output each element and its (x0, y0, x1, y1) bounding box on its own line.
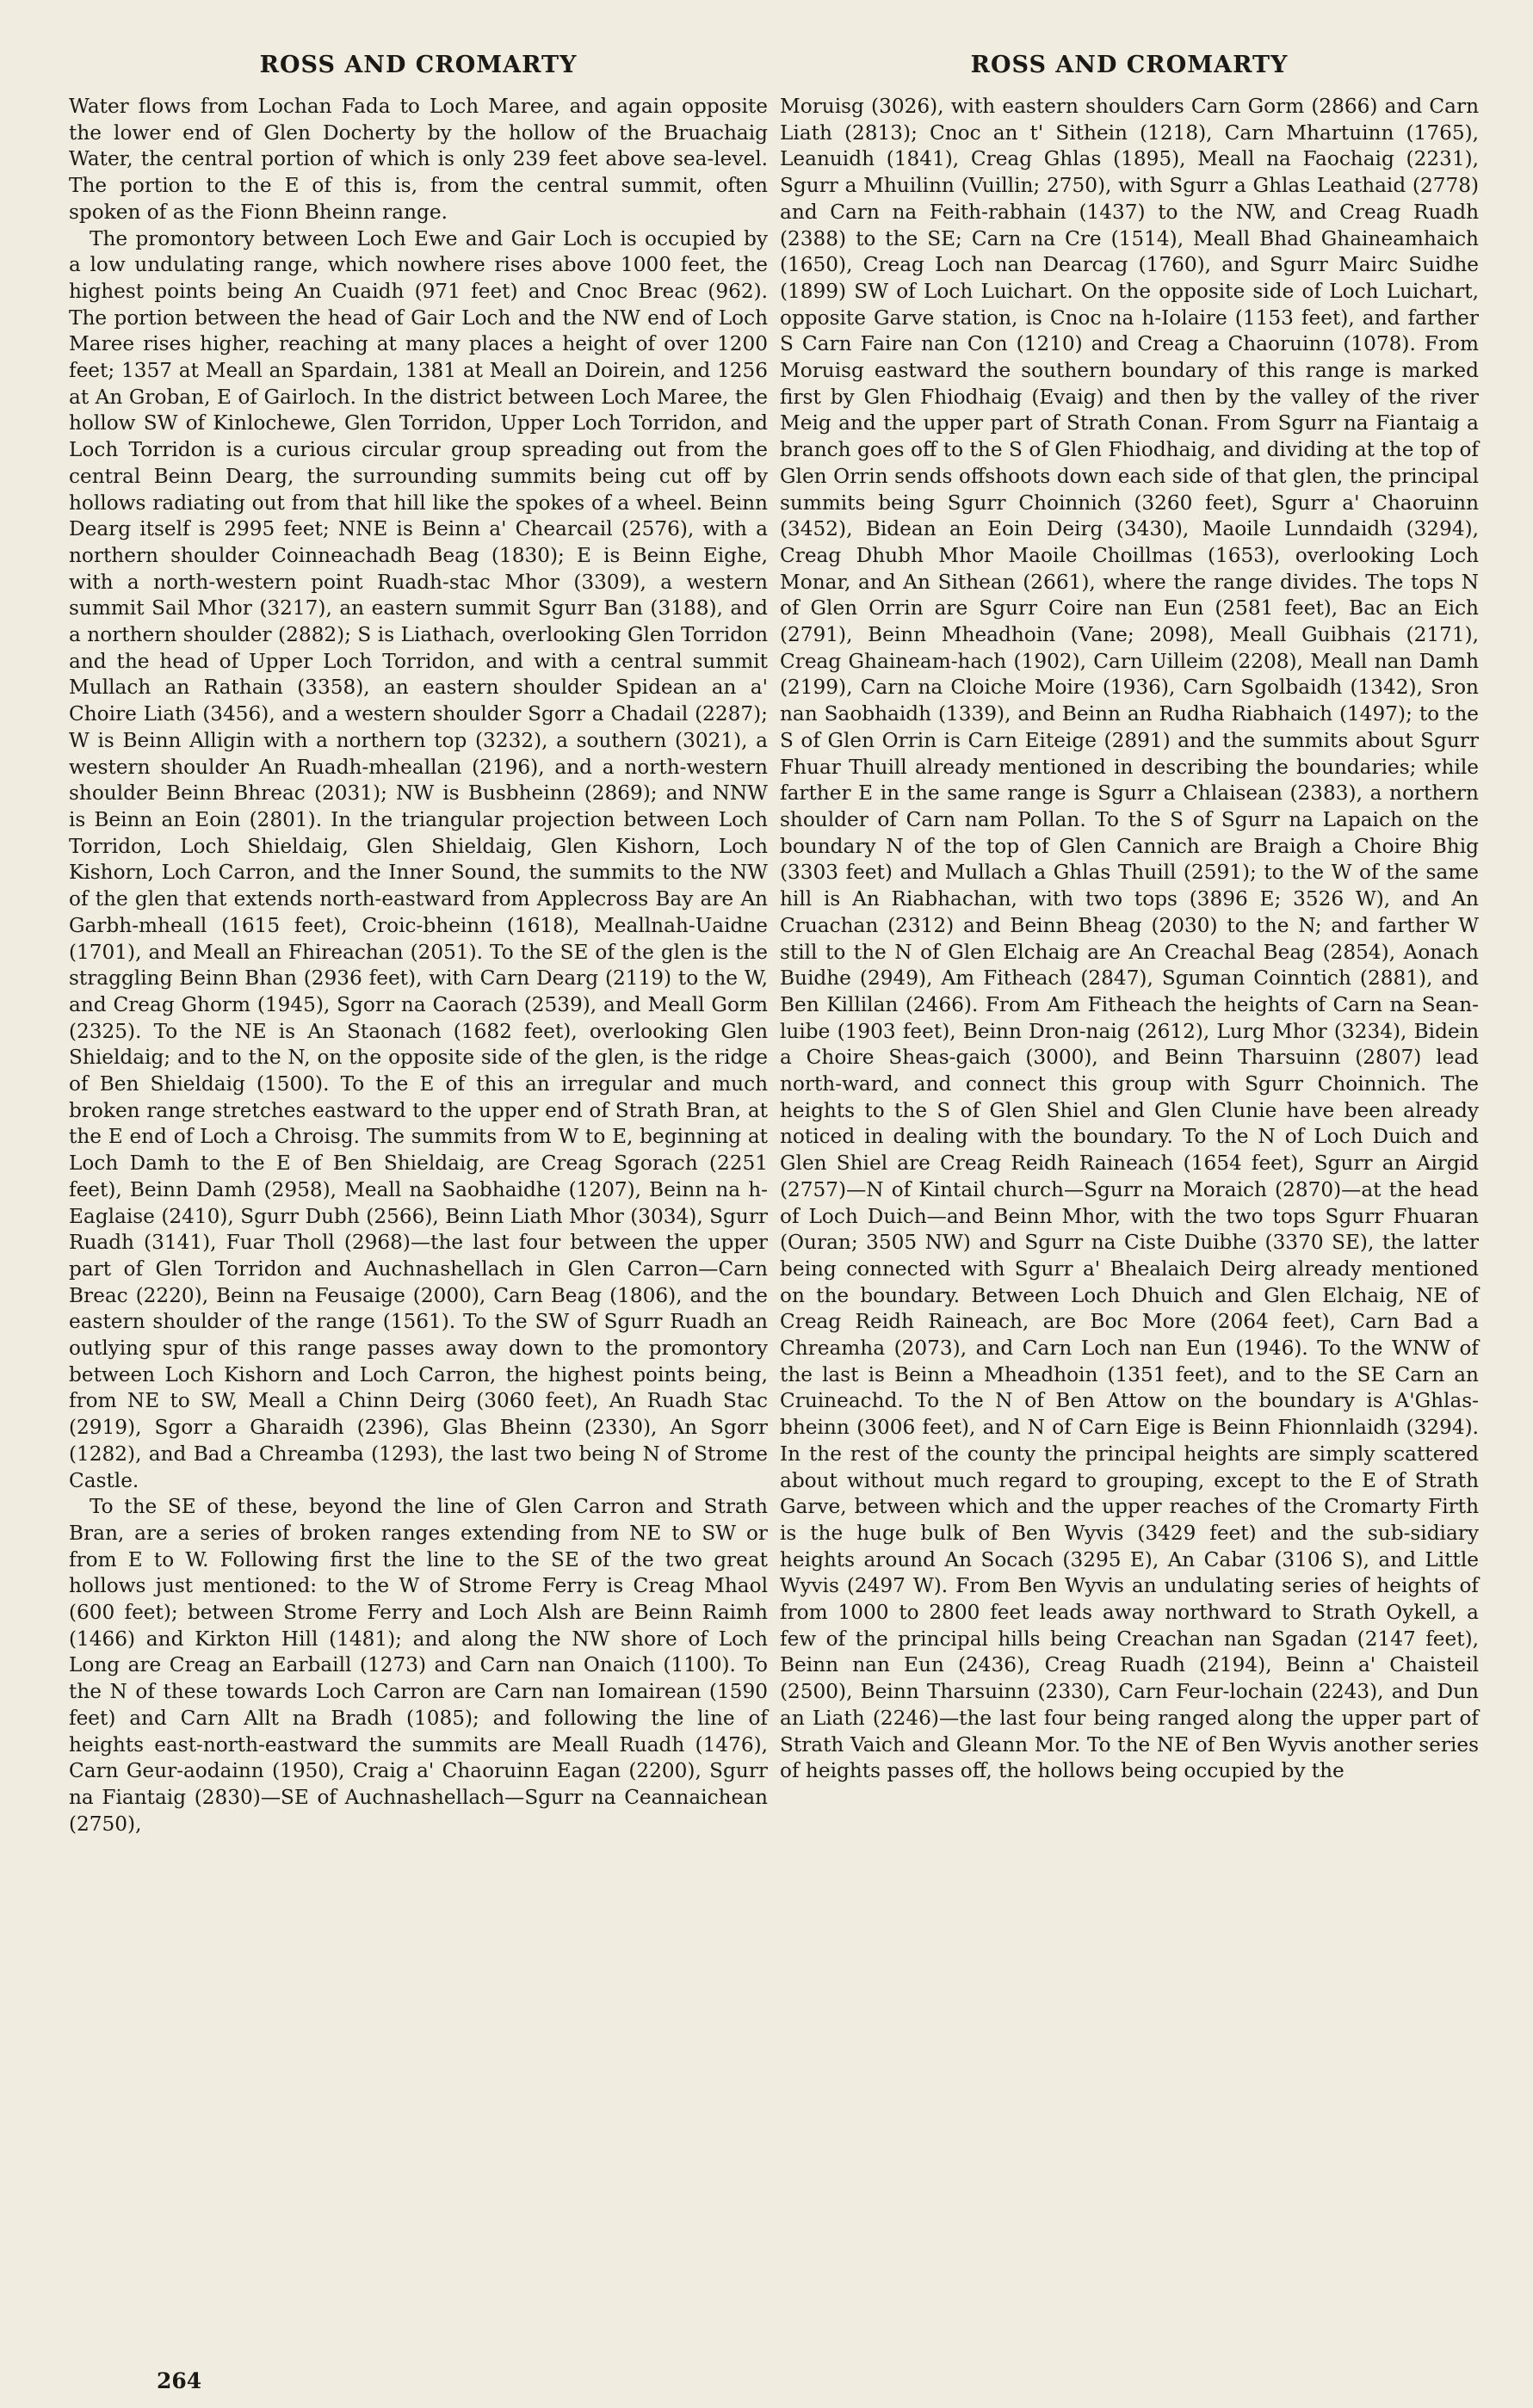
paragraph: Water flows from Lochan Fada to Loch Maree, and again opposite the lower end of Glen Docherty by the hollow of the Bruachaig Water, the central portion of which is only 239 feet above sea-level. The portion to the E of this is, from the central summit, often spoken of as the Fionn Bheinn range. (69, 95, 768, 224)
running-header-right: ROSS AND CROMARTY (970, 52, 1289, 78)
page-number: 264 (157, 2368, 202, 2393)
paragraph: Moruisg (3026), with eastern shoulders Carn Gorm (2866) and Carn Liath (2813); Cnoc an t' Sithein (1218), Carn Mhartuinn (1765), Leanuidh (1841), Creag Ghlas (1895), Meall na Faochaig (2231), Sgurr a Mhuilinn (Vuillin; 2750), with Sgurr a Ghlas Leathaid (2778) and Carn na Feith-rabhain (1437) to the NW, and Creag Ruadh (2388) to the SE; Carn na Cre (1514), Meall Bhad Ghaineamhaich (1650), Creag Loch nan Dearcag (1760), and Sgurr Mairc Suidhe (1899) SW of Loch Luichart. On the opposite side of Loch Luichart, opposite Garve station, is Cnoc na h-Iolaire (1153 feet), and farther S Carn Faire nan Con (1210) and Creag a Chaoruinn (1078). From Moruisg eastward the southern boundary of this range is marked first by Glen Fhiodhaig (Evaig) and then by the valley of the river Meig and the upper part of Strath Conan. From Sgurr na Fiantaig a branch goes off to the S of Glen Fhiodhaig, and dividing at the top of Glen Orrin sends offshoots down each side of that glen, the principal summits being Sgurr Choinnich (3260 feet), Sgurr a' Chaoruinn (3452), Bidean an Eoin Deirg (3430), Maoile Lunndaidh (3294), Creag Dhubh Mhor Maoile Choillmas (1653), overlooking Loch Monar, and An Sithean (2661), where the range divides. The tops N of Glen Orrin are Sgurr Coire nan Eun (2581 feet), Bac an Eich (2791), Beinn Mheadhoin (Vane; 2098), Meall Guibhais (2171), Creag Ghaineam-hach (1902), Carn Uilleim (2208), Meall nan Damh (2199), Carn na Cloiche Moire (1936), Carn Sgolbaidh (1342), Sron nan Saobhaidh (1339), and Beinn an Rudha Riabhaich (1497); to the S of Glen Orrin is Carn Eiteige (2891) and the summits about Sgurr Fhuar Thuill already mentioned in describing the boundaries; while farther E in the same range is Sgurr a Chlaisean (2383), a northern shoulder of Carn nam Pollan. To the S of Sgurr na Lapaich on the boundary N of the top of Glen Cannich are Braigh a Choire Bhig (3303 feet) and Mullach a Ghlas Thuill (2591); to the W of the same hill is An Riabhachan, with two tops (3896 E; 3526 W), and An Cruachan (2312) and Beinn Bheag (2030) to the N; and farther W still to the N of Glen Elchaig are An Creachal Beag (2854), Aonach Buidhe (2949), Am Fitheach (2847), Sguman Coinntich (2881), and Ben Killilan (2466). From Am Fitheach the heights of Carn na Sean-luibe (1903 feet), Beinn Dron-naig (2612), Lurg Mhor (3234), Bidein a Choire Sheas-gaich (3000), and Beinn Tharsuinn (2807) lead north-ward, and connect this group with Sgurr Choinnich. The heights to the S of Glen Shiel and Glen Clunie have been already noticed in dealing with the boundary. To the N of Loch Duich and Glen Shiel are Creag Reidh Raineach (1654 feet), Sgurr an Airgid (2757)—N of Kintail church—Sgurr na Moraich (2870)—at the head of Loch Duich—and Beinn Mhor, with the two tops Sgurr Fhuaran (Ouran; 3505 NW) and Sgurr na Ciste Duibhe (3370 SE), the latter being connected with Sgurr a' Bhealaich Deirg already mentioned on the boundary. Between Loch Dhuich and Glen Elchaig, NE of Creag Reidh Raineach, are Boc More (2064 feet), Carn Bad a Chreamha (2073), and Carn Loch nan Eun (1946). To the WNW of the last is Beinn a Mheadhoin (1351 feet), and to the SE Carn an Cruineachd. To the N of Ben Attow on the boundary is A'Ghlas-bheinn (3006 feet), and N of Carn Eige is Beinn Fhionnlaidh (3294). In the rest of the county the principal heights are simply scattered about without much regard to grouping, except to the E of Strath Garve, between which and the upper reaches of the Cromarty Firth is the huge bulk of Ben Wyvis (3429 feet) and the sub-sidiary heights around An Socach (3295 E), An Cabar (3106 S), and Little Wyvis (2497 W). From Ben Wyvis an undulating series of heights of from 1000 to 2800 feet leads away northward to Strath Oykell, a few of the principal hills being Creachan nan Sgadan (2147 feet), Beinn nan Eun (2436), Creag Ruadh (2194), Beinn a' Chaisteil (2500), Beinn Tharsuinn (2330), Carn Feur-lochain (2243), and Dun an Liath (2246)—the last four being ranged along the upper part of Strath Vaich and Gleann Mor. To the NE of Ben Wyvis another series of heights passes off, the hollows being occupied by the (780, 95, 1479, 1783)
running-header-left: ROSS AND CROMARTY (259, 52, 578, 78)
right-column (780, 52, 1479, 1785)
left-column (69, 52, 768, 1837)
paragraph: To the SE of these, beyond the line of Glen Carron and Strath Bran, are a series of broken ranges extending from NE to SW or from E to W. Following first the line to the SE of the two great hollows just mentioned: to the W of Strome Ferry is Creag Mhaol (600 feet); between Strome Ferry and Loch Alsh are Beinn Raimh (1466) and Kirkton Hill (1481); and along the NW shore of Loch Long are Creag an Earbaill (1273) and Carn nan Onaich (1100). To the N of these towards Loch Carron are Carn nan Iomairean (1590 feet) and Carn Allt na Bradh (1085); and following the line of heights east-north-eastward the summits are Meall Ruadh (1476), Carn Geur-aodainn (1950), Craig a' Chaoruinn Eagan (2200), Sgurr na Fiantaig (2830)—SE of Auchnashellach—Sgurr na Ceannaichean (2750), (69, 1495, 768, 1836)
paragraph: The promontory between Loch Ewe and Gair Loch is occupied by a low undulating range, which nowhere rises above 1000 feet, the highest points being An Cuaidh (971 feet) and Cnoc Breac (962). The portion between the head of Gair Loch and the NW end of Loch Maree rises higher, reaching at many places a height of over 1200 feet; 1357 at Meall an Spardain, 1381 at Meall an Doirein, and 1256 at An Groban, E of Gairloch. In the district between Loch Maree, the hollow SW of Kinlochewe, Glen Torridon, Upper Loch Torridon, and Loch Torridon is a curious circular group spreading out from the central Beinn Dearg, the surrounding summits being cut off by hollows radiating out from that hill like the spokes of a wheel. Beinn Dearg itself is 2995 feet; NNE is Beinn a' Chearcail (2576), with a northern shoulder Coinneachadh Beag (1830); E is Beinn Eighe, with a north-western point Ruadh-stac Mhor (3309), a western summit Sail Mhor (3217), an eastern summit Sgurr Ban (3188), and a northern shoulder (2882); S is Liathach, overlooking Glen Torridon and the head of Upper Loch Torridon, and with a central summit Mullach an Rathain (3358), an eastern shoulder Spidean an a' Choire Liath (3456), and a western shoulder Sgorr a Chadail (2287); W is Beinn Alligin with a northern top (3232), a southern (3021), a western shoulder An Ruadh-mheallan (2196), and a north-western shoulder Beinn Bhreac (2031); NW is Busbheinn (2869); and NNW is Beinn an Eoin (2801). In the triangular projection between Loch Torridon, Loch Shieldaig, Glen Shieldaig, Glen Kishorn, Loch Kishorn, Loch Carron, and the Inner Sound, the summits to the NW of the glen that extends north-eastward from Applecross Bay are An Garbh-mheall (1615 feet), Croic-bheinn (1618), Meallnah-Uaidne (1701), and Meall an Fhireachan (2051). To the SE of the glen is the straggling Beinn Bhan (2936 feet), with Carn Dearg (2119) to the W, and Creag Ghorm (1945), Sgorr na Caorach (2539), and Meall Gorm (2325). To the NE is An Staonach (1682 feet), overlooking Glen Shieldaig; and to the N, on the opposite side of the glen, is the ridge of Ben Shieldaig (1500). To the E of this an irregular and much broken range stretches eastward to the upper end of Strath Bran, at the E end of Loch a Chroisg. The summits from W to E, beginning at Loch Damh to the E of Ben Shieldaig, are Creag Sgorach (2251 feet), Beinn Damh (2958), Meall na Saobhaidhe (1207), Beinn na h-Eaglaise (2410), Sgurr Dubh (2566), Beinn Liath Mhor (3034), Sgurr Ruadh (3141), Fuar Tholl (2968)—the last four between the upper part of Glen Torridon and Auchnashellach in Glen Carron—Carn Breac (2220), Beinn na Feusaige (2000), Carn Beag (1806), and the eastern shoulder of the range (1561). To the SW of Sgurr Ruadh an outlying spur of this range passes away down to the promontory between Loch Kishorn and Loch Carron, the highest points being, from NE to SW, Meall a Chinn Deirg (3060 feet), An Ruadh Stac (2919), Sgorr a Gharaidh (2396), Glas Bheinn (2330), An Sgorr (1282), and Bad a Chreamba (1293), the last two being N of Strome Castle. (69, 226, 768, 1492)
column-gutter (769, 120, 770, 2341)
